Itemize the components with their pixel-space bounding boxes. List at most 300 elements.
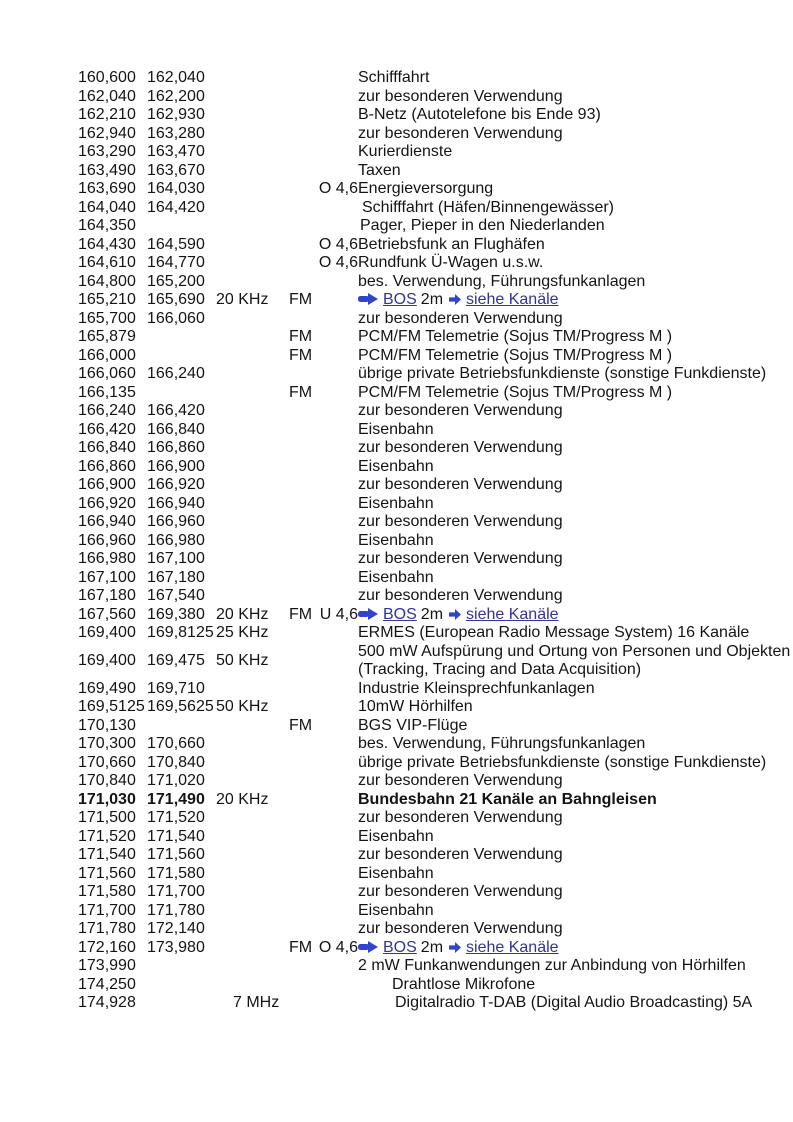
start-frequency: 166,960 — [78, 531, 136, 549]
table-row — [78, 532, 790, 551]
usage-description: Schifffahrt (Häfen/Binnengewässer) — [362, 198, 614, 216]
start-frequency: 167,560 — [78, 605, 136, 623]
bos-right-arrow-icon — [358, 293, 378, 305]
power-code — [314, 569, 358, 588]
bandwidth — [216, 939, 289, 958]
end-frequency: 163,470 — [147, 143, 205, 160]
table-row — [78, 513, 790, 532]
siehe-kanaele-link[interactable]: siehe Kanäle — [466, 938, 559, 956]
siehe-kanaele-arrow-icon — [449, 609, 461, 620]
power-code — [314, 199, 358, 218]
usage-description: zur besonderen Verwendung — [358, 809, 563, 826]
end-frequency: 163,280 — [147, 124, 205, 142]
table-row — [78, 680, 790, 699]
modulation — [289, 809, 314, 828]
usage-description: zur besonderen Verwendung — [358, 402, 563, 419]
table-row — [78, 976, 790, 995]
bandwidth — [216, 809, 289, 828]
bandwidth: 20 KHz — [216, 605, 269, 623]
power-code: O 4,6 — [318, 235, 358, 253]
power-code — [314, 513, 358, 532]
table-row — [78, 106, 790, 125]
bandwidth — [216, 883, 289, 902]
start-frequency: 170,660 — [78, 753, 136, 771]
modulation — [289, 865, 314, 884]
power-code — [314, 273, 358, 292]
table-row — [78, 772, 790, 791]
bandwidth — [216, 828, 289, 847]
frequency-table-body — [78, 69, 790, 1013]
table-row — [78, 865, 790, 884]
modulation: FM — [289, 938, 313, 956]
start-frequency: 166,860 — [78, 457, 136, 475]
bandwidth: 20 KHz — [216, 291, 269, 308]
usage-description: Industrie Kleinsprechfunkanlagen — [358, 679, 595, 697]
power-code — [314, 587, 358, 606]
table-row — [78, 624, 790, 643]
power-code — [314, 846, 358, 865]
start-frequency: 165,210 — [78, 291, 136, 308]
usage-description: Eisenbahn — [358, 494, 434, 512]
bandwidth — [216, 328, 289, 347]
table-row — [78, 606, 790, 625]
modulation — [289, 236, 314, 255]
bos-right-arrow-icon — [358, 608, 378, 620]
power-code — [314, 624, 358, 643]
start-frequency: 164,040 — [78, 198, 136, 216]
table-row — [78, 69, 790, 88]
usage-description: Eisenbahn — [358, 531, 434, 549]
start-frequency: 173,990 — [78, 957, 136, 974]
end-frequency — [147, 217, 216, 236]
table-row — [78, 328, 790, 347]
bandwidth — [216, 439, 289, 458]
power-code — [314, 347, 358, 366]
modulation — [289, 106, 314, 125]
usage-description: zur besonderen Verwendung — [358, 846, 563, 863]
end-frequency: 164,770 — [147, 254, 205, 271]
modulation — [289, 421, 314, 440]
modulation — [289, 143, 314, 162]
start-frequency: 170,840 — [78, 772, 136, 789]
power-code — [314, 643, 358, 680]
start-frequency: 171,030 — [78, 790, 136, 808]
table-row — [78, 735, 790, 754]
modulation — [289, 587, 314, 606]
modulation — [289, 920, 314, 939]
power-code — [314, 902, 358, 921]
modulation — [289, 957, 314, 976]
end-frequency: 167,180 — [147, 568, 205, 586]
modulation — [289, 439, 314, 458]
power-code — [314, 994, 358, 1013]
usage-description — [358, 291, 790, 310]
bandwidth — [216, 865, 289, 884]
usage-description: Pager, Pieper in den Niederlanden — [360, 217, 605, 234]
end-frequency: 166,060 — [147, 309, 205, 327]
start-frequency: 166,135 — [78, 383, 136, 401]
modulation — [289, 402, 314, 421]
modulation — [289, 180, 314, 199]
table-row — [78, 476, 790, 495]
power-code — [314, 106, 358, 125]
bandwidth — [216, 846, 289, 865]
modulation — [289, 754, 314, 773]
bandwidth — [216, 106, 289, 125]
bandwidth — [216, 421, 289, 440]
table-row — [78, 883, 790, 902]
usage-description: Eisenbahn — [358, 827, 434, 845]
usage-description: zur besonderen Verwendung — [358, 124, 563, 142]
usage-description: zur besonderen Verwendung — [358, 587, 563, 604]
modulation — [289, 254, 314, 273]
end-frequency: 171,700 — [147, 883, 205, 900]
modulation — [289, 365, 314, 384]
power-code — [314, 476, 358, 495]
usage-description: Eisenbahn — [358, 420, 434, 438]
table-row — [78, 143, 790, 162]
power-code — [314, 143, 358, 162]
end-frequency: 166,980 — [147, 531, 205, 549]
siehe-kanaele-link[interactable]: siehe Kanäle — [466, 605, 559, 623]
power-code — [314, 828, 358, 847]
table-row — [78, 347, 790, 366]
usage-description: PCM/FM Telemetrie (Sojus TM/Progress M ) — [358, 328, 673, 345]
end-frequency: 170,840 — [147, 753, 205, 771]
power-code — [314, 88, 358, 107]
power-code — [314, 365, 358, 384]
start-frequency: 169,490 — [78, 679, 136, 697]
usage-description: Taxen — [358, 161, 401, 179]
usage-description: Energieversorgung — [358, 180, 494, 197]
usage-description: Rundfunk Ü-Wagen u.s.w. — [358, 254, 544, 271]
usage-description: Drahtlose Mikrofone — [392, 975, 536, 993]
usage-description: zur besonderen Verwendung — [358, 513, 563, 530]
usage-description: Betriebsfunk an Flughäfen — [358, 235, 545, 253]
table-row — [78, 291, 790, 310]
bandwidth: 7 MHz — [233, 994, 280, 1011]
power-code — [314, 550, 358, 569]
end-frequency: 169,8125 — [147, 624, 214, 641]
end-frequency: 166,920 — [147, 476, 205, 493]
start-frequency: 169,400 — [78, 624, 136, 641]
usage-description: übrige private Betriebsfunkdienste (sonstige Funkdienste) — [358, 753, 767, 771]
siehe-kanaele-link[interactable]: siehe Kanäle — [466, 291, 559, 308]
end-frequency: 166,940 — [147, 494, 205, 512]
bandwidth — [216, 236, 289, 255]
start-frequency: 162,940 — [78, 124, 136, 142]
bandwidth — [216, 513, 289, 532]
usage-description: Bundesbahn 21 Kanäle an Bahngleisen — [358, 790, 657, 808]
end-frequency: 165,200 — [147, 272, 205, 290]
bandwidth — [216, 347, 289, 366]
power-code — [314, 162, 358, 181]
table-row — [78, 199, 790, 218]
end-frequency: 171,490 — [147, 790, 205, 808]
modulation — [289, 273, 314, 292]
table-row — [78, 180, 790, 199]
bandwidth — [216, 69, 289, 88]
power-code — [314, 439, 358, 458]
bandwidth — [216, 920, 289, 939]
frequency-table — [78, 69, 790, 1013]
end-frequency: 166,840 — [147, 420, 205, 438]
bandwidth — [216, 384, 289, 403]
start-frequency: 169,5125 — [78, 698, 145, 715]
start-frequency: 166,000 — [78, 346, 136, 364]
usage-description: 2 mW Funkanwendungen zur Anbindung von Hörhilfen — [358, 957, 746, 974]
start-frequency: 171,780 — [78, 920, 136, 937]
bandwidth — [216, 717, 289, 736]
modulation — [289, 791, 314, 810]
bandwidth — [216, 902, 289, 921]
modulation: FM — [289, 605, 313, 623]
bandwidth — [216, 772, 289, 791]
power-code — [314, 865, 358, 884]
bandwidth — [216, 550, 289, 569]
bandwidth — [216, 125, 289, 144]
usage-description: ERMES (European Radio Message System) 16 Kanäle — [358, 624, 750, 641]
start-frequency: 163,290 — [78, 143, 136, 160]
end-frequency: 162,930 — [147, 106, 205, 123]
table-row — [78, 402, 790, 421]
table-row — [78, 365, 790, 384]
bandwidth — [216, 217, 289, 236]
start-frequency: 163,690 — [78, 180, 136, 197]
end-frequency: 170,660 — [147, 735, 205, 752]
table-row — [78, 162, 790, 181]
power-code — [314, 791, 358, 810]
end-frequency: 173,980 — [147, 938, 205, 956]
modulation — [289, 125, 314, 144]
end-frequency — [147, 717, 216, 736]
usage-description: übrige private Betriebsfunkdienste (sonstige Funkdienste) — [358, 365, 767, 382]
modulation — [289, 458, 314, 477]
start-frequency: 163,490 — [78, 161, 136, 179]
modulation — [289, 883, 314, 902]
usage-description: Digitalradio T-DAB (Digital Audio Broadcasting) 5A — [395, 994, 753, 1011]
power-code — [314, 532, 358, 551]
table-row — [78, 384, 790, 403]
end-frequency: 171,780 — [147, 901, 205, 919]
bandwidth: 50 KHz — [216, 698, 269, 715]
table-row — [78, 125, 790, 144]
end-frequency: 166,860 — [147, 439, 205, 456]
bandwidth — [216, 476, 289, 495]
start-frequency: 169,400 — [78, 651, 136, 669]
end-frequency: 167,540 — [147, 587, 205, 604]
bandwidth — [216, 976, 289, 995]
siehe-kanaele-arrow-icon — [449, 294, 461, 305]
modulation: FM — [289, 328, 313, 345]
power-code — [314, 920, 358, 939]
modulation — [289, 976, 314, 995]
modulation: FM — [289, 291, 313, 308]
bos-link[interactable]: BOS — [383, 291, 417, 308]
bandwidth — [216, 273, 289, 292]
power-code — [314, 291, 358, 310]
usage-description — [358, 606, 790, 625]
power-code — [314, 421, 358, 440]
power-code — [314, 69, 358, 88]
start-frequency: 171,520 — [78, 827, 136, 845]
end-frequency: 165,690 — [147, 291, 205, 308]
table-row — [78, 495, 790, 514]
start-frequency: 170,300 — [78, 735, 136, 752]
end-frequency: 166,420 — [147, 402, 205, 419]
bandwidth — [216, 254, 289, 273]
power-code — [314, 735, 358, 754]
usage-description: Eisenbahn — [358, 864, 434, 882]
bandwidth — [216, 162, 289, 181]
start-frequency: 166,840 — [78, 439, 136, 456]
start-frequency: 166,920 — [78, 494, 136, 512]
end-frequency: 169,475 — [147, 651, 205, 669]
end-frequency: 164,590 — [147, 235, 205, 253]
modulation — [289, 88, 314, 107]
modulation — [289, 513, 314, 532]
table-row — [78, 902, 790, 921]
table-row — [78, 809, 790, 828]
start-frequency: 170,130 — [78, 716, 136, 734]
bandwidth — [216, 957, 289, 976]
bandwidth — [216, 569, 289, 588]
power-code — [314, 402, 358, 421]
start-frequency: 162,210 — [78, 106, 136, 123]
power-code: O 4,6 — [318, 254, 358, 271]
bandwidth — [216, 88, 289, 107]
modulation — [289, 624, 314, 643]
bandwidth — [216, 680, 289, 699]
power-code — [314, 680, 358, 699]
end-frequency: 169,5625 — [147, 698, 214, 715]
power-code — [314, 754, 358, 773]
start-frequency: 166,940 — [78, 513, 136, 530]
table-row — [78, 754, 790, 773]
usage-description: 10mW Hörhilfen — [358, 698, 473, 715]
modulation — [289, 735, 314, 754]
start-frequency: 160,600 — [78, 69, 136, 86]
end-frequency: 171,560 — [147, 846, 205, 863]
start-frequency: 166,900 — [78, 476, 136, 493]
end-frequency: 166,900 — [147, 457, 205, 475]
end-frequency: 166,960 — [147, 513, 205, 530]
start-frequency: 174,250 — [78, 975, 136, 993]
usage-description: zur besonderen Verwendung — [358, 883, 563, 900]
usage-description: zur besonderen Verwendung — [358, 309, 563, 327]
table-row — [78, 217, 790, 236]
band-label: 2m — [420, 291, 444, 308]
modulation — [289, 828, 314, 847]
modulation — [289, 69, 314, 88]
table-row — [78, 439, 790, 458]
usage-description — [358, 643, 790, 680]
modulation — [289, 680, 314, 699]
end-frequency — [147, 994, 216, 1013]
power-code — [314, 809, 358, 828]
start-frequency: 167,100 — [78, 568, 136, 586]
power-code: O 4,6 — [318, 180, 358, 197]
table-row — [78, 550, 790, 569]
end-frequency: 172,140 — [147, 920, 205, 937]
table-row — [78, 939, 790, 958]
end-frequency: 171,520 — [147, 809, 205, 826]
end-frequency — [147, 957, 216, 976]
usage-description: PCM/FM Telemetrie (Sojus TM/Progress M ) — [358, 383, 673, 401]
table-row — [78, 569, 790, 588]
power-code — [314, 458, 358, 477]
table-row — [78, 791, 790, 810]
power-code — [314, 957, 358, 976]
power-code — [314, 125, 358, 144]
modulation — [289, 162, 314, 181]
start-frequency: 164,350 — [78, 217, 136, 234]
power-code — [314, 328, 358, 347]
start-frequency: 171,700 — [78, 901, 136, 919]
modulation — [289, 902, 314, 921]
start-frequency: 172,160 — [78, 938, 136, 956]
start-frequency: 166,420 — [78, 420, 136, 438]
power-code — [314, 698, 358, 717]
usage-description: bes. Verwendung, Führungsfunkanlagen — [358, 735, 646, 752]
table-row — [78, 698, 790, 717]
end-frequency: 169,380 — [147, 605, 205, 623]
start-frequency: 171,540 — [78, 846, 136, 863]
usage-description-line1: 500 mW Aufspürung und Ortung von Personen und Objekten — [358, 642, 791, 660]
modulation — [289, 772, 314, 791]
bandwidth — [216, 735, 289, 754]
start-frequency: 164,800 — [78, 272, 136, 290]
usage-description: PCM/FM Telemetrie (Sojus TM/Progress M ) — [358, 346, 673, 364]
table-row — [78, 236, 790, 255]
table-row — [78, 421, 790, 440]
end-frequency: 171,580 — [147, 864, 205, 882]
power-code — [314, 384, 358, 403]
bandwidth — [216, 532, 289, 551]
usage-description: zur besonderen Verwendung — [358, 476, 563, 493]
start-frequency: 171,560 — [78, 864, 136, 882]
end-frequency — [147, 976, 216, 995]
bandwidth — [216, 365, 289, 384]
end-frequency: 164,420 — [147, 198, 205, 216]
bandwidth — [216, 310, 289, 329]
modulation — [289, 994, 314, 1013]
usage-description: Eisenbahn — [358, 457, 434, 475]
table-row — [78, 994, 790, 1013]
end-frequency: 167,100 — [147, 550, 205, 567]
bos-link[interactable]: BOS — [383, 605, 417, 623]
modulation — [289, 550, 314, 569]
bos-link[interactable]: BOS — [383, 938, 417, 956]
power-code — [314, 495, 358, 514]
siehe-kanaele-arrow-icon — [449, 942, 461, 953]
start-frequency: 171,580 — [78, 883, 136, 900]
bandwidth: 25 KHz — [216, 624, 269, 641]
usage-description: B-Netz (Autotelefone bis Ende 93) — [358, 106, 601, 123]
bandwidth — [216, 495, 289, 514]
table-row — [78, 310, 790, 329]
usage-description: Kurierdienste — [358, 143, 453, 160]
start-frequency: 167,180 — [78, 587, 136, 604]
modulation: FM — [289, 716, 313, 734]
bandwidth — [216, 458, 289, 477]
start-frequency: 171,500 — [78, 809, 136, 826]
table-row — [78, 88, 790, 107]
power-code — [314, 976, 358, 995]
modulation — [289, 495, 314, 514]
modulation — [289, 569, 314, 588]
usage-description: bes. Verwendung, Führungsfunkanlagen — [358, 272, 646, 290]
